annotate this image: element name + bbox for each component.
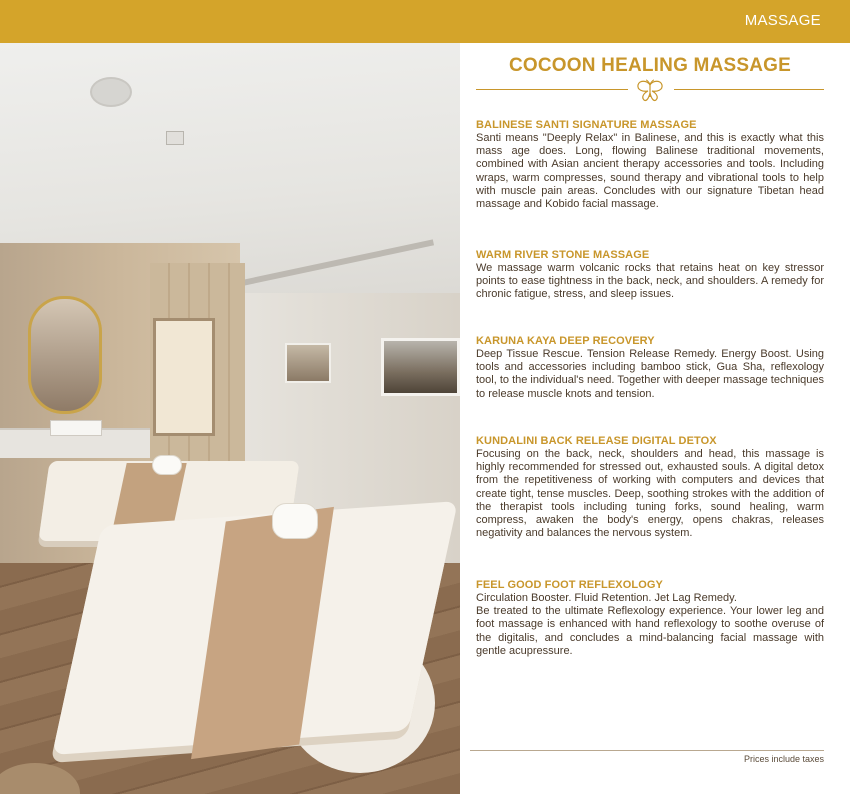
smoke-detector	[166, 131, 184, 145]
section-description: Santi means "Deeply Relax" in Balinese, and this is exactly what this mass age does. Long, flowing Balinese traditional movements, combined with Asian ancient therapy accessories and tools. Including wraps, warm compresses, sound therapy and vibrational tools to help with muscle pain areas. Concludes with our signature Tibetan head massage and Kobido facial massage.	[476, 132, 824, 211]
menu-section-balinese	[476, 119, 824, 211]
section-description: We massage warm volcanic rocks that retains heat on key stressor points to ease tightness in the back, neck, and shoulders. A remedy for chronic fatigue, stress, and sleep issues.	[476, 262, 824, 301]
rolled-towel-back	[152, 455, 182, 475]
footer-divider	[470, 750, 824, 751]
menu-panel	[476, 43, 824, 794]
menu-section-river-stone	[476, 249, 824, 302]
page-title: COCOON HEALING MASSAGE	[508, 55, 792, 76]
header-bar	[0, 0, 850, 43]
section-title: BALINESE SANTI SIGNATURE MASSAGE	[476, 119, 697, 131]
menu-section-foot-reflexology	[476, 579, 824, 658]
section-title: FEEL GOOD FOOT REFLEXOLOGY	[476, 579, 663, 591]
vanity-mirror	[28, 296, 102, 414]
section-title: WARM RIVER STONE MASSAGE	[476, 249, 650, 261]
section-label: MASSAGE	[744, 12, 821, 29]
butterfly-icon	[635, 79, 665, 103]
rolled-towel-front	[272, 503, 318, 539]
wall-art-small	[285, 343, 331, 383]
title-divider-left	[476, 89, 628, 90]
title-divider-right	[674, 89, 824, 90]
section-subtitle: Circulation Booster. Fluid Retention. Jet Lag Remedy.	[476, 592, 737, 604]
wall-art-large	[381, 338, 460, 396]
menu-section-karuna-kaya	[476, 335, 824, 401]
shelf-niche	[153, 318, 215, 436]
section-description: Deep Tissue Rescue. Tension Release Remedy. Energy Boost. Using tools and accessories including bamboo stick, Gua Sha, reflexology tool, to the individual's need. Together with deeper massage techniques to release muscle knots and tension.	[476, 348, 825, 400]
section-description: Be treated to the ultimate Reflexology experience. Your lower leg and foot massage is enhanced with hand reflexology to soothe overuse of the digitalis, and concludes a mind-balancing facial massage with gentle acupressure.	[476, 605, 824, 657]
section-description: Focusing on the back, neck, shoulders and head, this massage is highly recommended for stressed out, exhausted souls. A digital detox from the repetitiveness of working with computers and devices that create tight, tense muscles. Deep, soothing strokes with the addition of the therapist tools including tuning forks, sound healing, warm compress, awaken the body's energy, opens chakras, releases negativity and balances the nervous system.	[476, 448, 824, 540]
section-title: KARUNA KAYA DEEP RECOVERY	[476, 335, 655, 347]
ceiling-light	[90, 77, 132, 107]
menu-section-kundalini	[476, 435, 824, 540]
spa-room-photo	[0, 43, 460, 794]
vanity-sink	[50, 420, 102, 436]
price-note: Prices include taxes	[743, 754, 824, 764]
section-title: KUNDALINI BACK RELEASE DIGITAL DETOX	[476, 435, 717, 447]
